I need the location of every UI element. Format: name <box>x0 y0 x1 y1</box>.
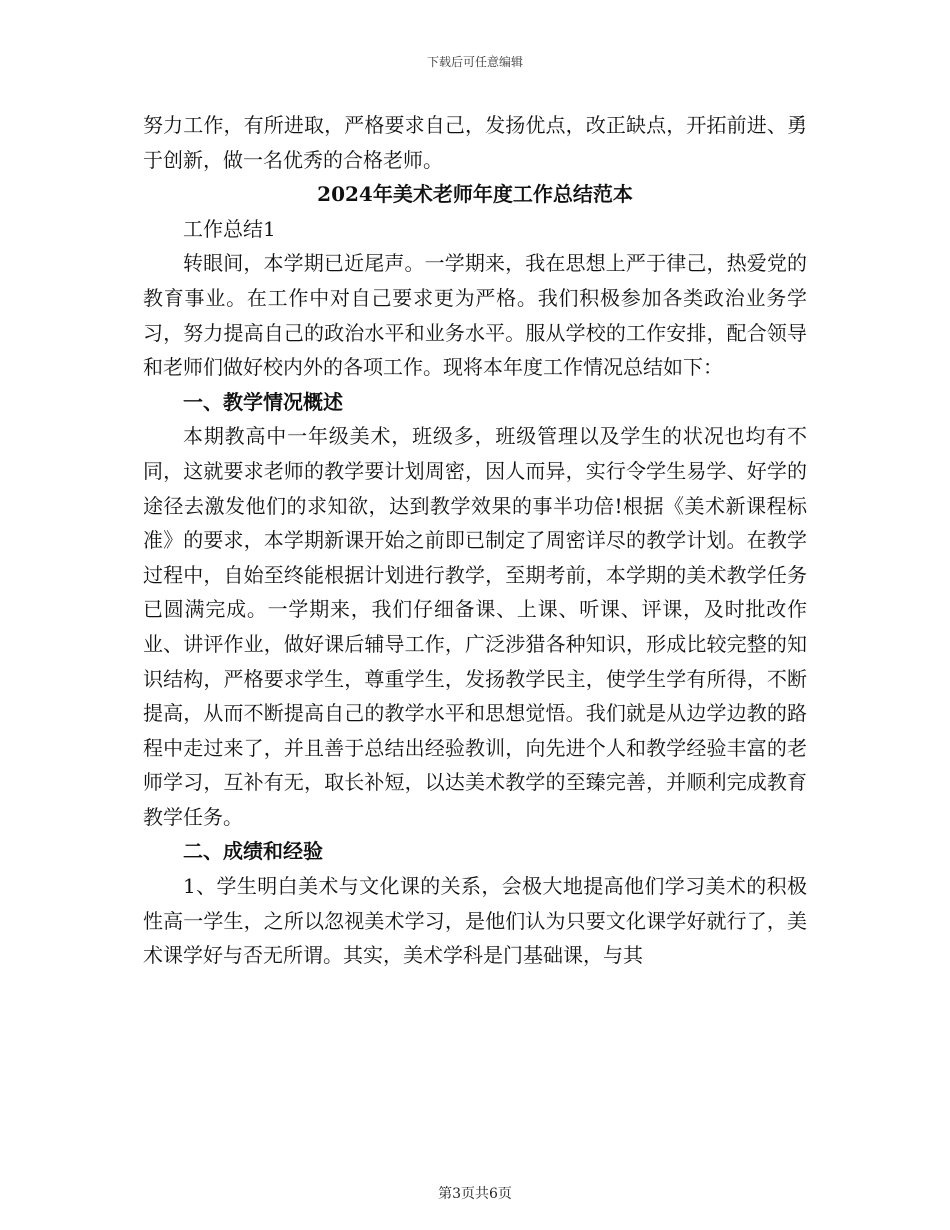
document-subtitle: 工作总结1 <box>183 216 276 241</box>
page-footer: 第3页共6页 <box>438 1186 512 1202</box>
achievements-item-1: 1、学生明白美术与文化课的关系，会极大地提高他们学习美术的积极性高一学生，之所以忽视美术学习，是他们认为只要文化课学好就行了，美术课学好与否无所谓。其实，美术学科是门基础课，与其 <box>143 874 807 968</box>
opening-paragraph: 转眼间，本学期已近尾声。一学期来，我在思想上严于律己，热爱党的教育事业。在工作中对自己要求更为严格。我们积极参加各类政治业务学习，努力提高自己的政治水平和业务水平。服从学校的工作安排，配合领导和老师们做好校内外的各项工作。现将本年度工作情况总结如下： <box>143 251 807 380</box>
page-header: 下载后可任意编辑 <box>426 55 523 69</box>
section-heading-teaching-overview: 一、教学情况概述 <box>183 389 343 414</box>
document-body <box>143 108 807 973</box>
document-title: 2024年美术老师年度工作总结范本 <box>317 182 633 207</box>
teaching-overview-paragraph: 本期教高中一年级美术，班级多，班级管理以及学生的状况也均有不同，这就要求老师的教学要计划周密，因人而异，实行令学生易学、好学的途径去激发他们的求知欲，达到教学效果的事半功倍!根据《美术新课程标准》的要求，本学期新课开始之前即已制定了周密详尽的教学计划。在教学过程中，自始至终能根据计划进行教学，至期考前，本学期的美术教学任务已圆满完成。一学期来，我们仔细备课、上课、听课、评课，及时批改作业、讲评作业，做好课后辅导工作，广泛涉猎各种知识，形成比较完整的知识结构，严格要求学生，尊重学生，发扬教学民主，使学生学有所得，不断提高，从而不断提高自己的教学水平和思想觉悟。我们就是从边学边教的路程中走过来了，并且善于总结出经验教训，向先进个人和教学经验丰富的老师学习，互补有无，取长补短，以达美术教学的至臻完善，并顺利完成教育教学任务。 <box>143 424 807 829</box>
intro-continuation-paragraph: 努力工作，有所进取，严格要求自己，发扬优点，改正缺点，开拓前进、勇于创新，做一名优秀的合格老师。 <box>143 113 807 172</box>
section-heading-achievements: 二、成绩和经验 <box>183 839 323 864</box>
